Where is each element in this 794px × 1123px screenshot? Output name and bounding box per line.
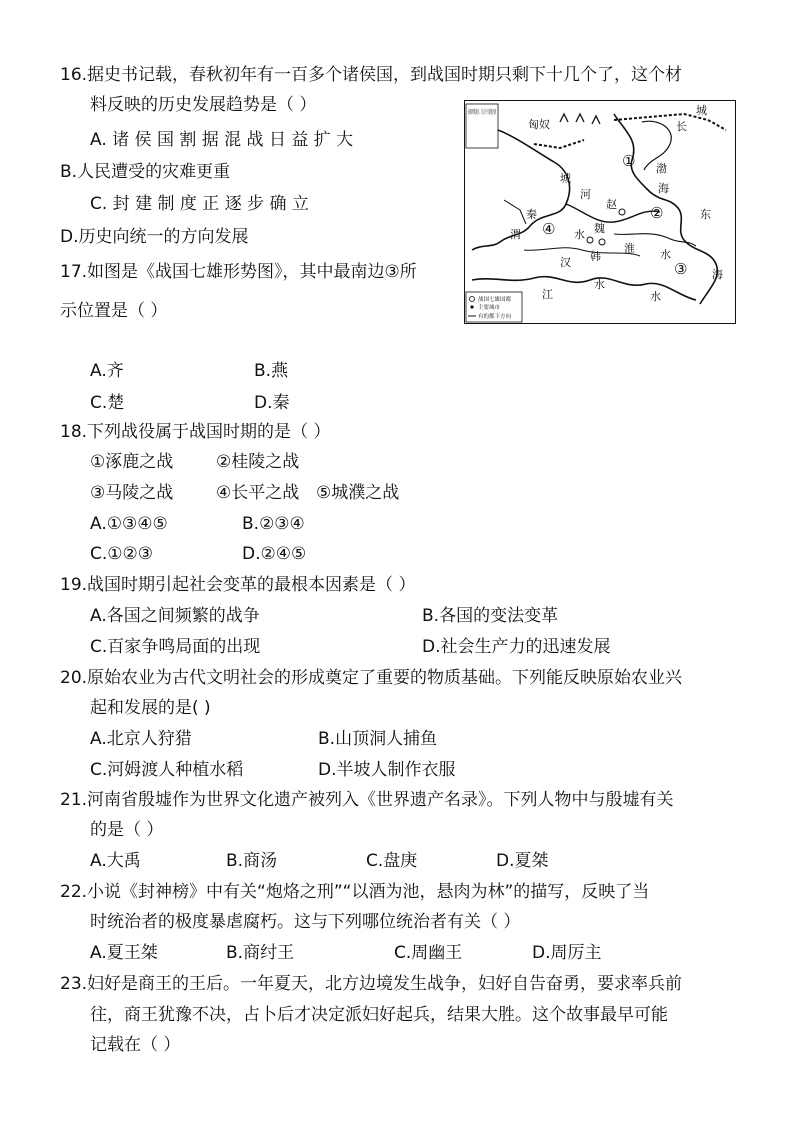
q18-option-a: A.①③④⑤: [90, 514, 168, 534]
map-label-donghai-2: 海: [712, 268, 723, 281]
capital-marker: [619, 209, 625, 215]
map-label-he: 河: [580, 188, 591, 201]
map-label-shui-1: 水: [574, 228, 585, 241]
q23-stem-line1: 23.妇好是商王的王后。一年夏天，北方边境发生战争，妇好自告奋勇，要求率兵前: [60, 974, 683, 994]
map-title: [468, 108, 496, 116]
map-label-jiang: 江: [542, 288, 553, 301]
q22-option-b: B.商纣王: [226, 943, 295, 963]
map-label-shui-3: 水: [594, 278, 605, 291]
q16-stem-line2: 料反映的历史发展趋势是（ ）: [90, 95, 317, 115]
map-label-hanshui: 汉: [560, 256, 571, 269]
capital-marker: [587, 237, 593, 243]
q16-option-c: C. 封 建 制 度 正 逐 步 确 立: [90, 194, 309, 214]
q16-option-a: A. 诸 侯 国 割 据 混 战 日 益 扩 大: [90, 130, 354, 150]
q22-stem-line1: 22.小说《封神榜》中有关“炮烙之刑”“以酒为池，悬肉为林”的描写，反映了当: [60, 882, 650, 902]
q18-option-c: C.①②③: [90, 544, 153, 564]
q19-stem: 19.战国时期引起社会变革的最根本因素是（ ）: [60, 575, 416, 595]
map-marker-4: ④: [542, 220, 556, 238]
q19-option-d: D.社会生产力的迅速发展: [422, 637, 611, 657]
map-label-donghai-1: 东: [700, 208, 711, 221]
q23-stem-line2: 往，商王犹豫不决，占卜后才决定派妇好起兵，结果大胜。这个故事最早可能: [90, 1005, 668, 1025]
q20-stem-line2: 起和发展的是( ): [90, 698, 211, 718]
q20-option-b: B.山顶洞人捕鱼: [318, 729, 438, 749]
legend-city-icon: [470, 305, 473, 308]
q18-item-1: ①涿鹿之战: [90, 452, 174, 472]
q17-option-c: C.楚: [90, 393, 125, 413]
q19-option-b: B.各国的变法变革: [422, 606, 559, 626]
map-label-bohai-1: 渤: [656, 162, 667, 175]
capital-marker: [599, 239, 605, 245]
q22-option-a: A.夏王桀: [90, 943, 158, 963]
q21-stem-line2: 的是（ ）: [90, 820, 164, 840]
q17-stem-line2: 示位置是（ ）: [60, 301, 168, 321]
map-label-wei-river: 渭: [510, 228, 521, 241]
q20-option-a: A.北京人狩猎: [90, 729, 192, 749]
map-marker-3: ③: [674, 260, 688, 278]
q16-option-b: B.人民遭受的灾难更重: [60, 162, 231, 182]
q18-item-3: ③马陵之战: [90, 483, 174, 503]
q22-stem-line2: 时统治者的极度暴虐腐朽。这与下列哪位统治者有关（ ）: [90, 912, 521, 932]
warring-states-map: [464, 100, 736, 324]
q17-option-b: B.燕: [254, 361, 289, 381]
q18-stem: 18.下列战役属于战国时期的是（ ）: [60, 422, 331, 442]
q19-option-c: C.百家争鸣局面的出现: [90, 637, 261, 657]
q20-option-c: C.河姆渡人种植水稻: [90, 760, 244, 780]
q21-stem-line1: 21.河南省殷墟作为世界文化遗产被列入《世界遗产名录》。下列人物中与殷墟有关: [60, 790, 674, 810]
legend-label-capital: 战国七雄国都: [478, 297, 512, 303]
map-label-wei-state: 魏: [594, 222, 605, 235]
map-label-changcheng-3: 城: [560, 172, 571, 185]
q18-item-4: ④长平之战: [216, 483, 300, 503]
map-marker-1: ①: [622, 152, 636, 170]
q16-stem-line1: 16.据史书记载，春秋初年有一百多个诸侯国，到战国时期只剩下十几个了，这个材: [60, 65, 683, 85]
map-marker-2: ②: [650, 204, 664, 222]
legend-label-direction: 有的都下方向: [478, 314, 512, 320]
q19-option-a: A.各国之间频繁的战争: [90, 606, 260, 626]
map-label-qin: 秦: [526, 208, 537, 221]
q18-item-5: ⑤城濮之战: [316, 483, 400, 503]
map-label-shui-4: 水: [650, 290, 661, 303]
q17-option-d: D.秦: [254, 393, 290, 413]
q17-option-a: A.齐: [90, 361, 124, 381]
q22-option-d: D.周厉主: [532, 943, 602, 963]
q21-option-c: C.盘庚: [366, 851, 418, 871]
map-label-changcheng-2: 城: [696, 104, 707, 117]
map-label-han-state: 韩: [590, 250, 601, 263]
map-label-zhao: 赵: [606, 198, 617, 211]
q18-item-2: ②桂陵之战: [216, 452, 300, 472]
legend-label-city: 主要城市: [478, 305, 501, 311]
map-label-changcheng-1: 长: [676, 120, 687, 133]
q18-option-b: B.②③④: [242, 514, 305, 534]
q22-option-c: C.周幽王: [394, 943, 463, 963]
q23-stem-line3: 记载在（ ）: [90, 1035, 181, 1055]
q20-option-d: D.半坡人制作衣服: [318, 760, 456, 780]
map-label-huai: 淮: [624, 242, 635, 255]
map-label-bohai-2: 海: [658, 182, 669, 195]
q17-stem-line1: 17.如图是《战国七雄形势图》，其中最南边③所: [60, 262, 417, 282]
map-label-xiongnu: 匈奴: [528, 118, 550, 131]
q18-option-d: D.②④⑤: [242, 544, 307, 564]
q21-option-a: A.大禹: [90, 851, 141, 871]
q21-option-b: B.商汤: [226, 851, 278, 871]
q20-stem-line1: 20.原始农业为古代文明社会的形成奠定了重要的物质基础。下列能反映原始农业兴: [60, 668, 683, 688]
q16-option-d: D.历史向统一的方向发展: [60, 227, 249, 247]
q21-option-d: D.夏桀: [496, 851, 549, 871]
map-label-shui-2: 水: [660, 248, 671, 261]
